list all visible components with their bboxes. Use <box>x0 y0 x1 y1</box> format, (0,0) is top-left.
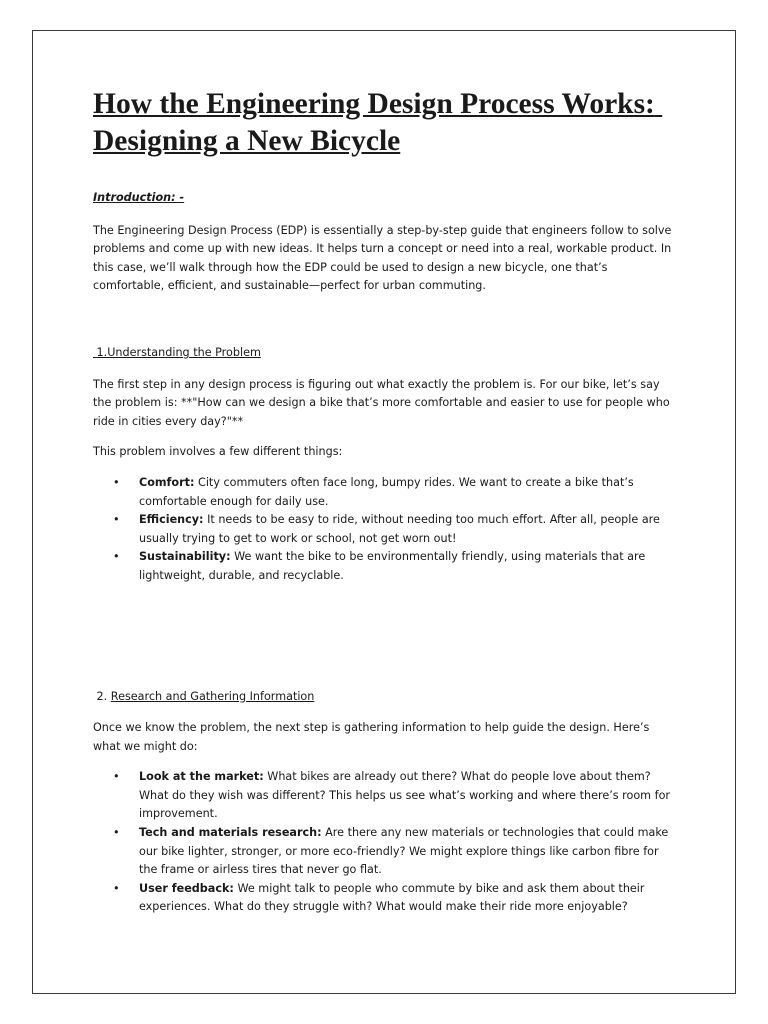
list-item-term: Tech and materials research: <box>139 826 322 840</box>
list-item <box>93 511 675 548</box>
list-item-text: Are there any new materials or technologies that could make our bike lighter, stronger, or more eco-friendly? We might explore things like carbon fibre for the frame or airless tires that never go flat. <box>139 826 669 877</box>
list-item <box>93 474 675 511</box>
list-item-term: User feedback: <box>139 881 234 895</box>
list-item <box>93 824 675 880</box>
section-2-paragraph-1: Once we know the problem, the next step is gathering information to help guide the design. Here’s what we might do: <box>93 721 650 753</box>
section-1-heading <box>93 344 675 363</box>
list-item-text: What bikes are already out there? What do people love about them? What do they wish was different? This helps us see what’s working and where there’s room for improvement. <box>139 770 671 821</box>
list-item-term: Look at the market: <box>139 770 264 784</box>
list-item-term: Efficiency: <box>139 513 204 527</box>
section-1-title: 1.Understanding the Problem <box>93 345 261 359</box>
bullet-icon: • <box>113 826 120 840</box>
section-1-paragraph-1: The first step in any design process is figuring out what exactly the problem is. For our bike, let’s say the problem is: **"How can we design a bike that’s more comfortable and easier to use for people who ride in cities every day?"** <box>93 377 670 428</box>
list-item-term: Comfort: <box>139 475 195 489</box>
list-item <box>93 768 675 824</box>
document-title: How the Engineering Design Process Works: Designing a New Bicycle <box>93 88 663 157</box>
list-item-term: Sustainability: <box>139 550 231 564</box>
section-2-heading <box>93 688 675 707</box>
spacer <box>93 308 675 344</box>
section-2-bullet-list <box>93 768 675 917</box>
bullet-icon: • <box>113 550 120 564</box>
spacer <box>93 598 675 688</box>
intro-paragraph: The Engineering Design Process (EDP) is essentially a step-by-step guide that engineers follow to solve problems and come up with new ideas. It helps turn a concept or need into a real, workable product. In this case, we’ll walk through how the EDP could be used to design a new bicycle, one that’s comfortable, efficient, and sustainable—perfect for urban commuting. <box>93 223 672 293</box>
list-item-text: We might talk to people who commute by bike and ask them about their experiences. What do they struggle with? What would make their ride more enjoyable? <box>139 881 645 914</box>
list-item <box>93 548 675 585</box>
document-body <box>93 86 675 929</box>
section-2-title: Research and Gathering Information <box>110 689 315 703</box>
section-1-bullet-list <box>93 474 675 586</box>
intro-heading: Introduction: - <box>93 191 185 204</box>
section-2-number: 2. <box>93 689 111 703</box>
list-item-text: It needs to be easy to ride, without needing too much effort. After all, people are usually trying to get to work or school, not get worn out! <box>139 513 660 545</box>
section-1-paragraph-2: This problem involves a few different things: <box>93 445 343 459</box>
bullet-icon: • <box>113 475 120 489</box>
bullet-icon: • <box>113 770 120 784</box>
bullet-icon: • <box>113 513 120 527</box>
list-item-text: City commuters often face long, bumpy rides. We want to create a bike that’s comfortable enough for daily use. <box>139 475 634 508</box>
list-item-text: We want the bike to be environmentally friendly, using materials that are lightweight, durable, and recyclable. <box>139 550 646 582</box>
list-item <box>93 880 675 917</box>
bullet-icon: • <box>113 881 120 895</box>
